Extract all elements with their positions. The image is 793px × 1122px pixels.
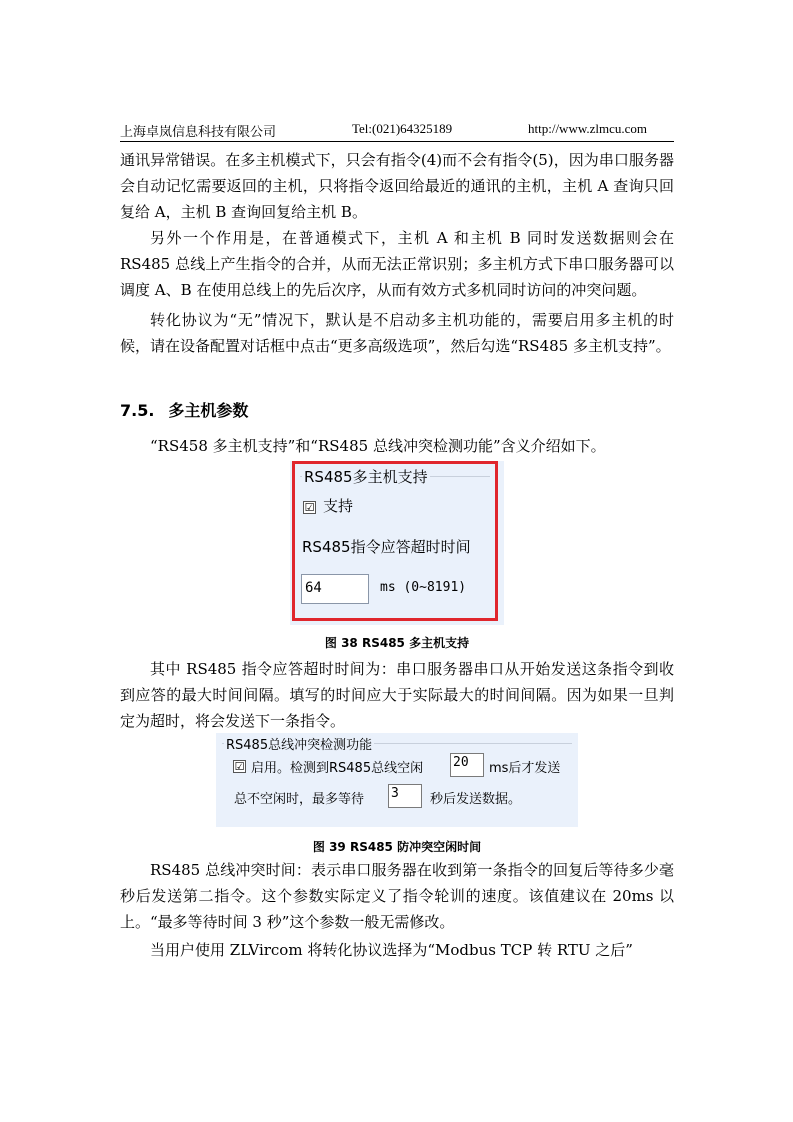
paragraph-4: “RS458 多主机支持”和“RS485 总线冲突检测功能”含义介绍如下。 — [150, 437, 606, 455]
paragraph-7: 当用户使用 ZLVircom 将转化协议选择为“Modbus TCP 转 RTU 之后” — [150, 941, 633, 959]
figure-39-screenshot — [216, 733, 578, 827]
after-label: ms后才发送 — [489, 761, 561, 776]
paragraph-2: 另外一个作用是，在普通模式下，主机 A 和主机 B 同时发送数据则会在 RS485 总线上产生指令的合并，从而无法正常识别；多主机方式下串口服务器可以调度 A、B 在使用总线上的先后次序，从而有效方式多机同时访问的冲突问题。 — [120, 229, 674, 299]
figure-38-caption: 图 38 RS485 多主机支持 — [324, 636, 470, 650]
paragraph-6: RS485 总线冲突时间：表示串口服务器在收到第一条指令的回复后等待多少毫秒后发送第二指令。这个参数实际定义了指令轮训的速度。该值建议在 20ms 以上。“最多等待时间 3 秒”这个参数一般无需修改。 — [120, 861, 674, 931]
highlight-frame — [292, 461, 498, 621]
header-tel: Tel:(021)64325189 — [352, 121, 453, 136]
figure-38-screenshot: : RS485多主机支持 ☑ 支持 RS485指令应答超时时间 64 ms (0~8191) — [290, 461, 504, 625]
support-checkbox[interactable]: ☑ — [304, 501, 315, 514]
paragraph-5: 其中 RS485 指令应答超时时间为：串口服务器串口从开始发送这条指令到收到应答的最大时间间隔。填写的时间应大于实际最大的时间间隔。因为如果一旦判定为超时，将会发送下一条指令。 — [120, 660, 674, 730]
paragraph-3: 转化协议为“无”情况下，默认是不启动多主机功能的，需要启用多主机的时候，请在设备配置对话框中点击“更多高级选项”，然后勾选“RS485 多主机支持”。 — [120, 311, 674, 355]
timeout-unit-range: ms (0~8191) — [380, 580, 467, 595]
figure-39-caption: 图 39 RS485 防冲突空闲时间 — [312, 840, 482, 854]
wait-seconds-input[interactable]: 3 — [388, 784, 422, 808]
group-title: RS485多主机支持 — [304, 468, 428, 486]
timeout-input[interactable]: 64 — [301, 574, 369, 604]
header-company: 上海卓岚信息科技有限公司 — [120, 124, 277, 139]
busy-label: 总不空闲时，最多等待 — [234, 792, 365, 807]
enable-label: 启用。检测到RS485总线空闲 — [251, 761, 424, 776]
section-number: 7.5. — [120, 401, 155, 420]
support-label: 支持 — [323, 497, 354, 515]
paragraph-1: 通讯异常错误。在多主机模式下，只会有指令(4)而不会有指令(5)，因为串口服务器会自动记忆需要返回的主机，只将指令返回给最近的通讯的主机，主机 A 查询只回复给 A，主机 B 查询回复给主机 B。 — [120, 151, 674, 221]
group-title: RS485总线冲突检测功能 — [224, 734, 374, 753]
section-heading — [120, 398, 248, 421]
header-url: http://www.zlmcu.com — [528, 121, 648, 136]
section-title: 多主机参数 — [168, 401, 249, 420]
wait-after-label: 秒后发送数据。 — [430, 792, 522, 807]
header-divider — [120, 141, 674, 142]
timeout-label: RS485指令应答超时时间 — [302, 538, 471, 556]
idle-ms-input[interactable]: 20 — [450, 753, 484, 777]
enable-checkbox[interactable]: ☑ — [234, 760, 245, 773]
